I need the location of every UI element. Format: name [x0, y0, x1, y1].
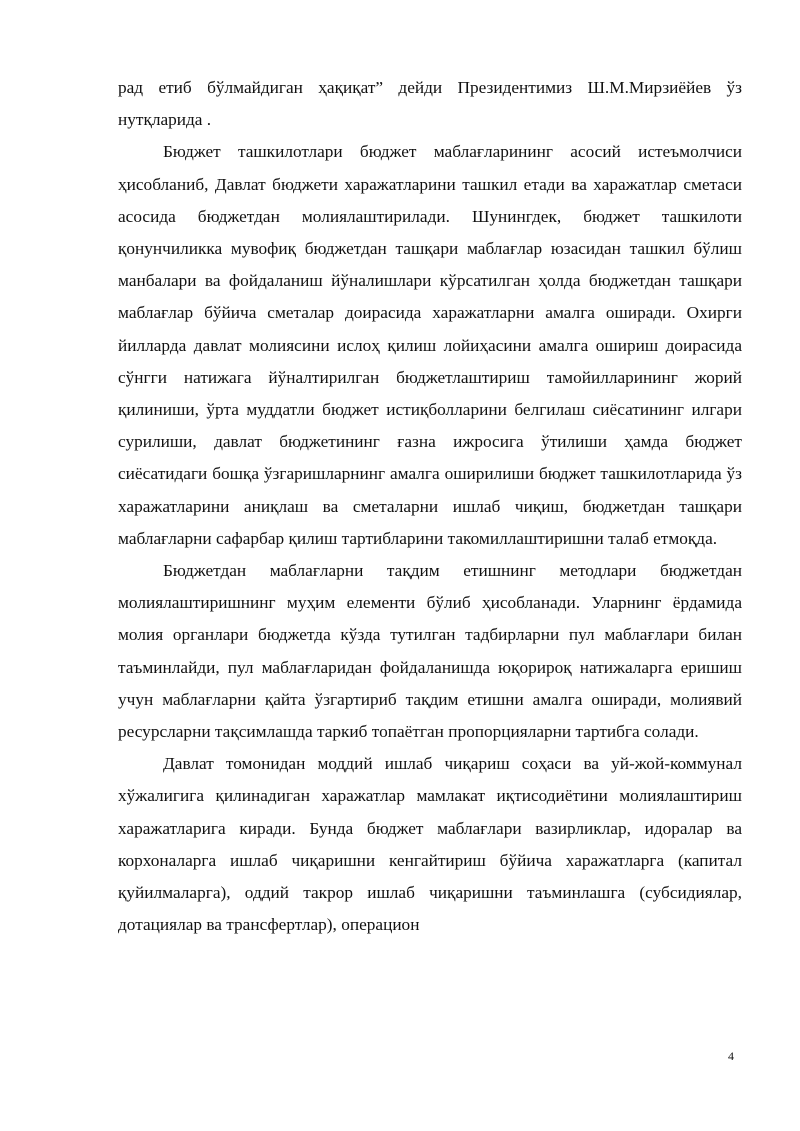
paragraph-1: рад етиб бўлмайдиган ҳақиқат” дейди Президентимиз Ш.М.Мирзиёйев ўз нутқларида . — [118, 78, 742, 130]
document-page — [118, 72, 742, 941]
paragraph-4: Давлат томонидан моддий ишлаб чиқариш соҳаси ва уй-жой-коммунал хўжалигига қилинадиган харажатлар мамлакат иқтисодиётини молиялаштириш харажатларига киради. Бунда бюджет маблағлари вазирликлар, идоралар ва корхоналарга ишлаб чиқаришни кенгайтириш бўйича харажатларга (капитал қуйилмаларга), оддий такрор ишлаб чиқаришни таъминлашга (субсидиялар, дотациялар ва трансфертлар), операцион — [118, 754, 742, 935]
paragraph-3: Бюджетдан маблағларни тақдим етишнинг методлари бюджетдан молиялаштиришнинг муҳим елементи бўлиб ҳисобланади. Уларнинг ёрдамида молия органлари бюджетда кўзда тутилган тадбирларни пул маблағлари билан таъминлайди, пул маблағларидан фойдаланишда юқорироқ натижаларга еришиш учун маблағларни қайта ўзгартириб тақдим етишни амалга оширади, молиявий ресурсларни тақсимлашда таркиб топаётган пропорцияларни тартибга солади. — [118, 561, 742, 742]
page-number: 4 — [728, 1049, 734, 1063]
paragraph-2: Бюджет ташкилотлари бюджет маблағларининг асосий истеъмолчиси ҳисобланиб, Давлат бюджети харажатларини ташкил етади ва харажатлар сметаси асосида бюджетдан молиялаштирилади. Шунингдек, бюджет ташкилоти қонунчиликка мувофиқ бюджетдан ташқари маблағлар юзасидан ташкил бўлиш манбалари ва фойдаланиш йўналишлари кўрсатилган ҳолда бюджетдан ташқари маблағлар бўйича сметалар доирасида харажатларни амалга оширади. Охирги йилларда давлат молиясини ислоҳ қилиш лойиҳасини амалга ошириш доирасида сўнгги натижага йўналтирилган бюджетлаштириш тамойилларининг жорий қилиниши, ўрта муддатли бюджет истиқболларини белгилаш сиёсатининг илгари сурилиши, давлат бюджетининг ғазна ижросига ўтилиши ҳамда бюджет сиёсатидаги бошқа ўзгаришларнинг амалга оширилиши бюджет ташкилотларида ўз харажатларини аниқлаш ва сметаларни ишлаб чиқиш, бюджетдан ташқари маблағларни сафарбар қилиш тартибларини такомиллаштиришни талаб етмоқда. — [118, 142, 742, 548]
